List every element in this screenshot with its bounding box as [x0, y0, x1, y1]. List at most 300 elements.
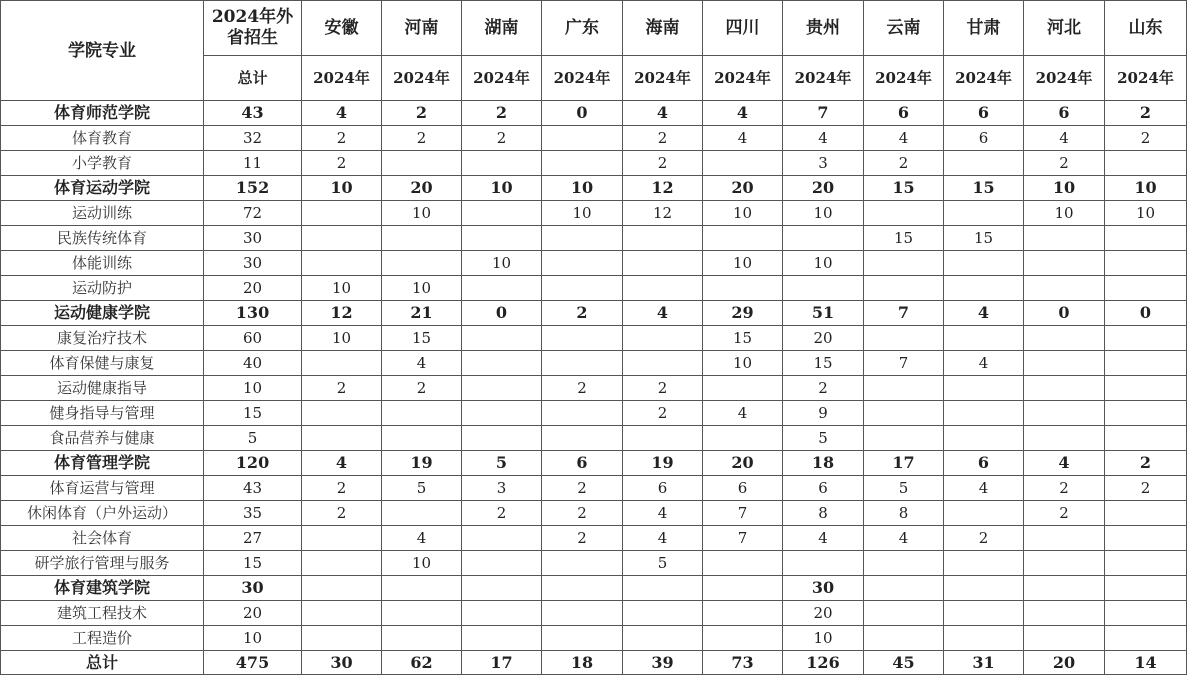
province-value: 4 [1024, 451, 1105, 476]
province-value [462, 401, 542, 426]
province-value: 4 [944, 351, 1024, 376]
row-total: 120 [204, 451, 302, 476]
province-value [302, 226, 382, 251]
province-value [864, 426, 944, 451]
province-value: 2 [1024, 476, 1105, 501]
province-value [864, 601, 944, 626]
province-value: 15 [382, 326, 462, 351]
row-total: 475 [204, 651, 302, 675]
province-value [542, 226, 623, 251]
table-body [1, 1, 1187, 675]
province-value: 30 [783, 576, 864, 601]
major-row [1, 551, 1187, 576]
province-value [382, 576, 462, 601]
province-value: 2 [462, 101, 542, 126]
province-value [1105, 251, 1187, 276]
province-value: 45 [864, 651, 944, 675]
province-value: 15 [864, 176, 944, 201]
province-value: 15 [864, 226, 944, 251]
major-row [1, 626, 1187, 651]
row-total: 43 [204, 476, 302, 501]
province-header: 河北 [1024, 1, 1105, 56]
province-value: 19 [382, 451, 462, 476]
province-value: 10 [542, 201, 623, 226]
province-value [864, 401, 944, 426]
province-value: 20 [703, 176, 783, 201]
province-value [944, 576, 1024, 601]
province-header: 甘肃 [944, 1, 1024, 56]
major-name: 食品营养与健康 [1, 426, 204, 451]
province-value [542, 276, 623, 301]
province-value: 2 [783, 376, 864, 401]
province-value [1105, 551, 1187, 576]
province-value: 18 [783, 451, 864, 476]
province-value: 4 [382, 526, 462, 551]
province-value: 2 [542, 476, 623, 501]
province-value [1024, 526, 1105, 551]
province-value: 10 [703, 201, 783, 226]
province-value: 10 [382, 201, 462, 226]
province-value [462, 376, 542, 401]
province-value: 73 [703, 651, 783, 675]
province-value [944, 551, 1024, 576]
major-name: 工程造价 [1, 626, 204, 651]
province-value: 10 [302, 176, 382, 201]
province-value [462, 351, 542, 376]
province-value: 2 [944, 526, 1024, 551]
province-value: 10 [783, 201, 864, 226]
province-value [302, 401, 382, 426]
province-value [462, 601, 542, 626]
province-value: 0 [1024, 301, 1105, 326]
year-header: 2024年 [623, 56, 703, 101]
province-value: 19 [623, 451, 703, 476]
row-total: 15 [204, 551, 302, 576]
province-value: 3 [462, 476, 542, 501]
province-value: 12 [302, 301, 382, 326]
total-column-header: 2024年外省招生 [204, 1, 302, 56]
province-value [783, 226, 864, 251]
province-value: 15 [703, 326, 783, 351]
province-value: 15 [944, 176, 1024, 201]
province-value: 6 [542, 451, 623, 476]
province-value [1105, 526, 1187, 551]
province-value: 9 [783, 401, 864, 426]
province-value [944, 201, 1024, 226]
province-value: 5 [783, 426, 864, 451]
province-value [623, 226, 703, 251]
province-value: 62 [382, 651, 462, 675]
province-value: 2 [1105, 451, 1187, 476]
major-name: 体育教育 [1, 126, 204, 151]
province-value: 2 [1105, 476, 1187, 501]
province-value: 20 [382, 176, 462, 201]
province-value [302, 426, 382, 451]
row-total: 152 [204, 176, 302, 201]
province-value [542, 576, 623, 601]
province-value [944, 601, 1024, 626]
province-value [623, 351, 703, 376]
province-value: 14 [1105, 651, 1187, 675]
province-value [783, 551, 864, 576]
college-name: 体育建筑学院 [1, 576, 204, 601]
province-value: 5 [864, 476, 944, 501]
province-value: 10 [783, 626, 864, 651]
province-value [1024, 426, 1105, 451]
province-value: 12 [623, 201, 703, 226]
grand-total-label: 总计 [1, 651, 204, 675]
province-value [462, 226, 542, 251]
province-value [703, 576, 783, 601]
province-value: 29 [703, 301, 783, 326]
province-value [623, 326, 703, 351]
province-value: 10 [703, 351, 783, 376]
province-value: 6 [1024, 101, 1105, 126]
province-value [462, 276, 542, 301]
major-row [1, 526, 1187, 551]
year-header: 2024年 [783, 56, 864, 101]
province-value [1024, 601, 1105, 626]
province-value: 6 [944, 126, 1024, 151]
province-value: 51 [783, 301, 864, 326]
province-value [1105, 226, 1187, 251]
province-value [1105, 326, 1187, 351]
province-value [542, 151, 623, 176]
major-row [1, 151, 1187, 176]
year-header: 2024年 [542, 56, 623, 101]
province-value [302, 551, 382, 576]
province-value: 20 [783, 176, 864, 201]
province-value: 10 [1105, 176, 1187, 201]
province-value [542, 351, 623, 376]
province-value [623, 276, 703, 301]
province-header: 贵州 [783, 1, 864, 56]
province-value [542, 126, 623, 151]
province-value [542, 326, 623, 351]
major-name: 研学旅行管理与服务 [1, 551, 204, 576]
province-value: 6 [944, 101, 1024, 126]
year-header: 2024年 [462, 56, 542, 101]
row-total: 15 [204, 401, 302, 426]
province-value [944, 326, 1024, 351]
province-value: 39 [623, 651, 703, 675]
province-header: 山东 [1105, 1, 1187, 56]
province-header: 广东 [542, 1, 623, 56]
province-value: 2 [1024, 151, 1105, 176]
province-value: 2 [623, 151, 703, 176]
province-value: 6 [783, 476, 864, 501]
province-value: 7 [703, 526, 783, 551]
province-value: 10 [302, 326, 382, 351]
province-value [703, 626, 783, 651]
province-value: 21 [382, 301, 462, 326]
province-value [542, 601, 623, 626]
major-name: 民族传统体育 [1, 226, 204, 251]
row-total: 27 [204, 526, 302, 551]
province-value [864, 326, 944, 351]
province-value [302, 576, 382, 601]
province-value [864, 576, 944, 601]
province-value [623, 426, 703, 451]
major-row [1, 601, 1187, 626]
row-total: 30 [204, 226, 302, 251]
province-value [864, 276, 944, 301]
major-row [1, 126, 1187, 151]
province-value [542, 426, 623, 451]
major-row [1, 326, 1187, 351]
province-value [302, 626, 382, 651]
province-value: 0 [462, 301, 542, 326]
year-header: 2024年 [944, 56, 1024, 101]
province-value [462, 626, 542, 651]
row-total: 130 [204, 301, 302, 326]
province-value: 10 [703, 251, 783, 276]
province-value [944, 426, 1024, 451]
province-value: 2 [542, 301, 623, 326]
college-name: 体育运动学院 [1, 176, 204, 201]
province-value [302, 201, 382, 226]
province-value [1024, 376, 1105, 401]
province-value [462, 426, 542, 451]
major-name: 运动防护 [1, 276, 204, 301]
province-value: 3 [783, 151, 864, 176]
major-row [1, 201, 1187, 226]
province-value: 2 [542, 526, 623, 551]
province-value: 2 [302, 376, 382, 401]
major-row [1, 276, 1187, 301]
province-value [542, 626, 623, 651]
province-value [1024, 551, 1105, 576]
province-value [382, 226, 462, 251]
province-value [944, 401, 1024, 426]
row-total: 20 [204, 601, 302, 626]
province-value [1105, 501, 1187, 526]
province-value: 17 [864, 451, 944, 476]
province-value: 10 [542, 176, 623, 201]
province-value: 10 [1024, 201, 1105, 226]
province-value [1024, 326, 1105, 351]
province-value: 4 [944, 476, 1024, 501]
province-value [462, 151, 542, 176]
province-value: 4 [864, 526, 944, 551]
province-value [1105, 276, 1187, 301]
province-header: 安徽 [302, 1, 382, 56]
province-value [623, 576, 703, 601]
province-value [703, 426, 783, 451]
college-name: 运动健康学院 [1, 301, 204, 326]
province-value: 2 [302, 476, 382, 501]
province-value [382, 401, 462, 426]
province-value [944, 276, 1024, 301]
row-total: 35 [204, 501, 302, 526]
province-value: 4 [1024, 126, 1105, 151]
major-name: 体育运营与管理 [1, 476, 204, 501]
grand-total-row [1, 651, 1187, 675]
province-value: 20 [1024, 651, 1105, 675]
major-row [1, 376, 1187, 401]
province-value [944, 251, 1024, 276]
province-value [382, 601, 462, 626]
province-value [944, 151, 1024, 176]
province-value [382, 151, 462, 176]
province-value [1024, 251, 1105, 276]
province-value: 2 [623, 401, 703, 426]
major-name: 健身指导与管理 [1, 401, 204, 426]
college-row [1, 451, 1187, 476]
province-value: 2 [542, 376, 623, 401]
province-value [382, 426, 462, 451]
province-value [1024, 626, 1105, 651]
province-value [1105, 401, 1187, 426]
province-value: 4 [864, 126, 944, 151]
total-subheader: 总计 [204, 56, 302, 101]
province-header: 四川 [703, 1, 783, 56]
province-value [1105, 426, 1187, 451]
major-name: 康复治疗技术 [1, 326, 204, 351]
province-value [864, 626, 944, 651]
year-header: 2024年 [382, 56, 462, 101]
college-name: 体育师范学院 [1, 101, 204, 126]
row-total: 11 [204, 151, 302, 176]
province-value: 4 [623, 301, 703, 326]
province-value: 2 [462, 126, 542, 151]
province-value [462, 551, 542, 576]
province-value: 6 [864, 101, 944, 126]
province-value [1024, 401, 1105, 426]
province-value: 30 [302, 651, 382, 675]
province-value [703, 376, 783, 401]
province-value: 2 [864, 151, 944, 176]
province-value: 4 [623, 501, 703, 526]
major-row [1, 401, 1187, 426]
major-name: 体能训练 [1, 251, 204, 276]
province-value [382, 251, 462, 276]
province-value [1024, 276, 1105, 301]
row-total: 20 [204, 276, 302, 301]
province-value: 12 [623, 176, 703, 201]
province-value: 4 [783, 526, 864, 551]
province-value: 2 [623, 126, 703, 151]
year-header: 2024年 [302, 56, 382, 101]
row-total: 40 [204, 351, 302, 376]
province-value: 31 [944, 651, 1024, 675]
province-value: 4 [703, 126, 783, 151]
province-value: 4 [783, 126, 864, 151]
province-value: 8 [783, 501, 864, 526]
province-value [703, 601, 783, 626]
province-value [623, 626, 703, 651]
province-value: 2 [1105, 126, 1187, 151]
province-value: 10 [462, 176, 542, 201]
province-value [382, 501, 462, 526]
province-value: 18 [542, 651, 623, 675]
province-value [1105, 626, 1187, 651]
province-value: 10 [382, 276, 462, 301]
province-value: 4 [703, 401, 783, 426]
province-value: 2 [542, 501, 623, 526]
header-row-provinces [1, 1, 1187, 56]
province-value: 5 [462, 451, 542, 476]
major-row [1, 426, 1187, 451]
province-value: 2 [302, 151, 382, 176]
province-value: 2 [1024, 501, 1105, 526]
province-value [944, 501, 1024, 526]
row-total: 30 [204, 576, 302, 601]
row-total: 10 [204, 376, 302, 401]
province-value: 6 [703, 476, 783, 501]
province-value: 10 [462, 251, 542, 276]
row-total: 43 [204, 101, 302, 126]
province-value [703, 226, 783, 251]
college-row [1, 176, 1187, 201]
province-value: 20 [783, 326, 864, 351]
province-value [1105, 601, 1187, 626]
province-value: 2 [382, 376, 462, 401]
province-value [703, 551, 783, 576]
province-value: 4 [623, 101, 703, 126]
province-value: 2 [382, 126, 462, 151]
year-header: 2024年 [1024, 56, 1105, 101]
college-name: 体育管理学院 [1, 451, 204, 476]
row-total: 32 [204, 126, 302, 151]
province-value: 20 [783, 601, 864, 626]
major-row [1, 351, 1187, 376]
province-value [623, 251, 703, 276]
province-value: 7 [864, 351, 944, 376]
province-value [623, 601, 703, 626]
province-value [542, 551, 623, 576]
major-name: 建筑工程技术 [1, 601, 204, 626]
province-value [542, 401, 623, 426]
year-header: 2024年 [864, 56, 944, 101]
province-value [462, 526, 542, 551]
province-value: 4 [623, 526, 703, 551]
province-value: 15 [944, 226, 1024, 251]
province-value [302, 251, 382, 276]
major-name: 体育保健与康复 [1, 351, 204, 376]
province-value: 10 [1024, 176, 1105, 201]
major-name: 休闲体育（户外运动） [1, 501, 204, 526]
province-value: 10 [382, 551, 462, 576]
province-value [864, 551, 944, 576]
province-value: 2 [462, 501, 542, 526]
major-name: 运动健康指导 [1, 376, 204, 401]
province-value: 6 [944, 451, 1024, 476]
year-header: 2024年 [703, 56, 783, 101]
province-header: 河南 [382, 1, 462, 56]
province-value [864, 376, 944, 401]
province-value: 7 [703, 501, 783, 526]
province-header: 云南 [864, 1, 944, 56]
province-value [1024, 351, 1105, 376]
province-header: 海南 [623, 1, 703, 56]
province-value: 4 [302, 451, 382, 476]
province-value: 5 [382, 476, 462, 501]
province-value: 0 [542, 101, 623, 126]
province-value: 6 [623, 476, 703, 501]
province-value [703, 151, 783, 176]
row-total: 30 [204, 251, 302, 276]
major-name: 小学教育 [1, 151, 204, 176]
province-value: 2 [382, 101, 462, 126]
province-value [1105, 376, 1187, 401]
province-value: 17 [462, 651, 542, 675]
province-value [462, 201, 542, 226]
college-row [1, 101, 1187, 126]
major-row [1, 251, 1187, 276]
province-value: 126 [783, 651, 864, 675]
major-name: 社会体育 [1, 526, 204, 551]
